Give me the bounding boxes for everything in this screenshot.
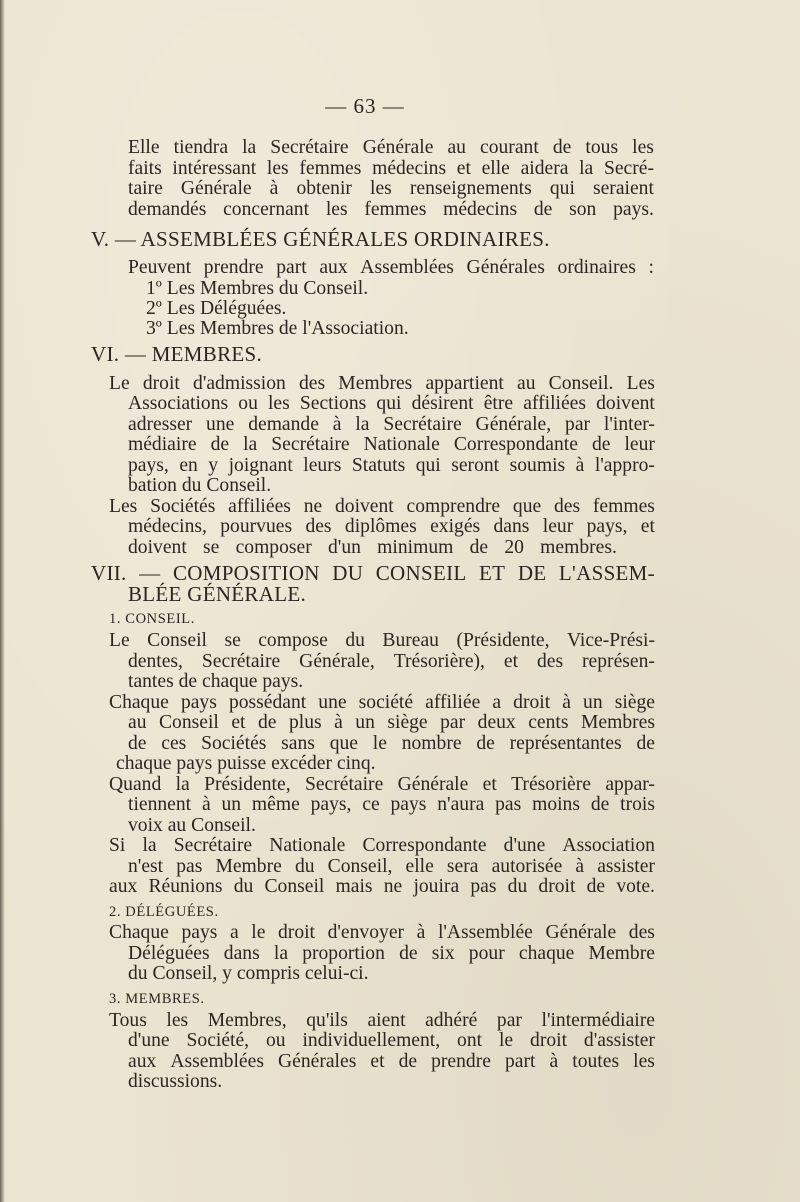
list-item: 1º Les Membres du Conseil. xyxy=(146,278,369,299)
section-heading-vi: VI. — MEMBRES. xyxy=(91,342,263,366)
text-line: de ces Sociétés sans que le nombre de représentantes de xyxy=(128,733,655,754)
text-line: taire Générale à obtenir les renseignements qui seraient xyxy=(128,178,654,199)
page-number: — 63 — xyxy=(325,94,405,118)
subheading-deleguees: 2. DÉLÉGUÉES. xyxy=(109,904,219,920)
text-line: pays, en y joignant leurs Statuts qui seront soumis à l'appro- xyxy=(128,455,655,476)
text-line: aux Assemblées Générales et de prendre part à toutes les xyxy=(128,1051,655,1072)
subheading-conseil: 1. CONSEIL. xyxy=(109,611,195,627)
text-line: discussions. xyxy=(128,1071,223,1092)
text-line: au Conseil et de plus à un siège par deux cents Membres xyxy=(128,712,655,733)
section-heading-vii-cont: BLÉE GÉNÉRALE. xyxy=(128,582,307,606)
list-item: 3º Les Membres de l'Association. xyxy=(146,318,409,339)
text-line: adresser une demande à la Secrétaire Générale, par l'inter- xyxy=(128,414,655,435)
text-line: Les Sociétés affiliées ne doivent comprendre que des femmes xyxy=(109,496,655,517)
text-line: Associations ou les Sections qui désirent être affiliées doivent xyxy=(128,393,655,414)
text-line: Quand la Présidente, Secrétaire Générale et Trésorière appar- xyxy=(109,774,655,795)
text-line: faits intéressant les femmes médecins et elle aidera la Secré- xyxy=(128,158,654,179)
list-item: 2º Les Déléguées. xyxy=(146,298,287,319)
text-line: d'une Société, ou individuellement, ont le droit d'assister xyxy=(128,1030,655,1051)
text-line: chaque pays puisse excéder cinq. xyxy=(116,753,376,774)
page-binding-edge xyxy=(0,0,5,1202)
text-line: médiaire de la Secrétaire Nationale Correspondante de leur xyxy=(128,434,655,455)
text-line: voix au Conseil. xyxy=(128,815,256,836)
text-line: Le Conseil se compose du Bureau (Présidente, Vice-Prési- xyxy=(109,630,655,651)
text-line: médecins, pourvues des diplômes exigés dans leur pays, et xyxy=(128,516,655,537)
text-line: n'est pas Membre du Conseil, elle sera autorisée à assister xyxy=(128,856,655,877)
subheading-membres: 3. MEMBRES. xyxy=(109,991,205,1007)
text-line: bation du Conseil. xyxy=(128,475,272,496)
text-line: Chaque pays a le droit d'envoyer à l'Assemblée Générale des xyxy=(109,922,655,943)
text-line: Tous les Membres, qu'ils aient adhéré par l'intermédiaire xyxy=(109,1010,655,1031)
text-line: doivent se composer d'un minimum de 20 membres. xyxy=(128,537,617,558)
text-line: du Conseil, y compris celui-ci. xyxy=(128,963,369,984)
text-line: demandés concernant les femmes médecins de son pays. xyxy=(128,199,654,220)
text-line: Peuvent prendre part aux Assemblées Générales ordinaires : xyxy=(128,257,654,278)
text-line: dentes, Secrétaire Générale, Trésorière), et des représen- xyxy=(128,651,655,672)
text-line: Déléguées dans la proportion de six pour chaque Membre xyxy=(128,943,655,964)
section-heading-v: V. — ASSEMBLÉES GÉNÉRALES ORDINAIRES. xyxy=(91,227,550,251)
text-line: Si la Secrétaire Nationale Correspondante d'une Association xyxy=(109,835,655,856)
text-line: tantes de chaque pays. xyxy=(128,671,304,692)
text-line: aux Réunions du Conseil mais ne jouira pas du droit de vote. xyxy=(109,876,655,897)
section-heading-vii: VII. — COMPOSITION DU CONSEIL ET DE L'ASSEM- xyxy=(91,561,655,585)
text-line: tiennent à un même pays, ce pays n'aura pas moins de trois xyxy=(128,794,655,815)
text-line: Le droit d'admission des Membres appartient au Conseil. Les xyxy=(109,373,655,394)
text-line: Elle tiendra la Secrétaire Générale au courant de tous les xyxy=(128,137,654,158)
text-line: Chaque pays possédant une société affiliée a droit à un siège xyxy=(109,692,655,713)
